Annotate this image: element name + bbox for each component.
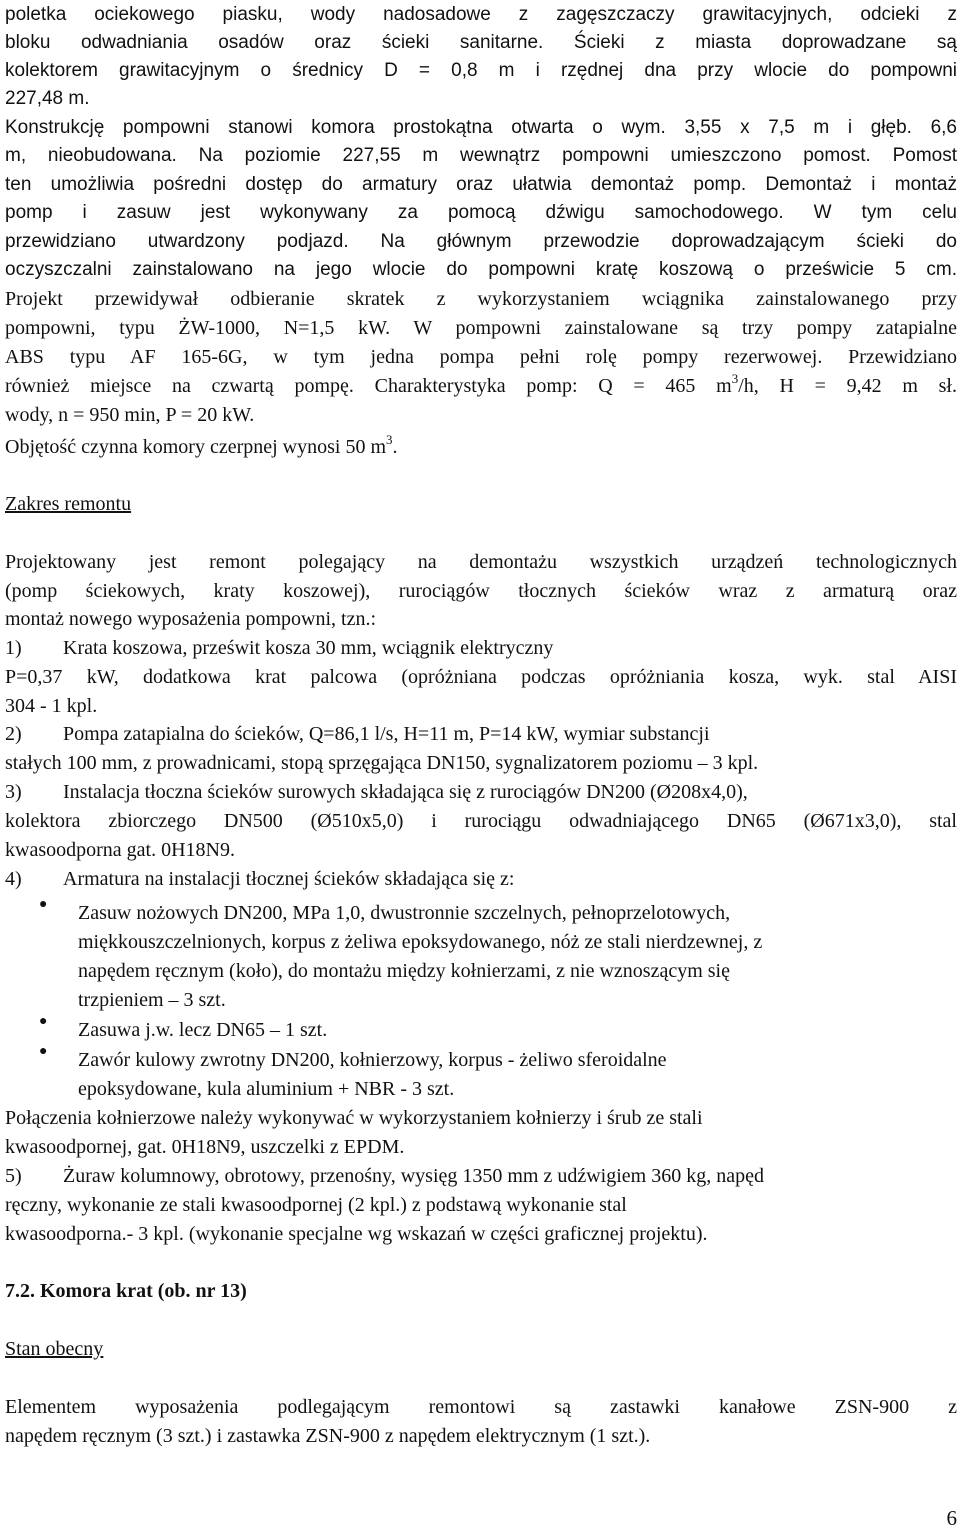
pump-characteristics-line: [5, 371, 957, 401]
text-line: napędem ręcznym (3 szt.) i zastawka ZSN-900 z napędem elektrycznym (1 szt.).: [5, 1425, 651, 1447]
text-line: pompowni, typu ŻW-1000, N=1,5 kW. W pompowni zainstalowane są trzy pompy zatapialne: [5, 317, 957, 339]
text-line: 227,48 m.: [5, 88, 90, 109]
item-number: 2): [5, 723, 22, 745]
bullet-dot-icon: ●: [39, 1044, 48, 1059]
text-line: przewidziano utwardzony podjazd. Na głównym przewodzie doprowadzającym ścieki do: [5, 231, 957, 252]
text-line: Elementem wyposażenia podlegającym remontowi są zastawki kanałowe ZSN-900 z: [5, 1396, 957, 1418]
text-span: .: [392, 436, 398, 458]
superscript: 3: [386, 432, 393, 447]
list-item: [5, 719, 957, 749]
text-line: P=0,37 kW, dodatkowa krat palcowa (opróżniana podczas opróżniania kosza, wyk. stal AISI: [5, 666, 957, 688]
bullet-line: trzpieniem – 3 szt.: [78, 989, 226, 1011]
text-line: kolektorem grawitacyjnym o średnicy D = 0,8 m i rzędnej dna przy wlocie do pompowni: [5, 60, 957, 81]
text-line: Projektowany jest remont polegający na demontażu wszystkich urządzeń technologicznych: [5, 551, 957, 573]
bullet-dot-icon: ●: [39, 1014, 48, 1029]
superscript: 3: [731, 371, 739, 386]
list-item: [5, 1161, 957, 1191]
item-text: Armatura na instalacji tłocznej ścieków składająca się z:: [63, 868, 515, 890]
text-line: Projekt przewidywał odbieranie skratek z wykorzystaniem wciągnika zainstalowanego przy: [5, 288, 957, 310]
bullet-line: miękkouszczelnionych, korpus z żeliwa epoksydowanego, nóż ze stali nierdzewnej, z: [78, 931, 763, 953]
text-span: Objętość czynna komory czerpnej wynosi 50 m: [5, 436, 387, 458]
text-line: m, nieobudowana. Na poziomie 227,55 m wewnątrz pompowni umieszczono pomost. Pomost: [5, 145, 957, 166]
section-heading: 7.2. Komora krat (ob. nr 13): [5, 1280, 247, 1302]
text-line: kwasoodporna.- 3 kpl. (wykonanie specjalne wg wskazań w części graficznej projektu).: [5, 1223, 708, 1245]
subheading-text: Zakres remontu: [5, 493, 132, 515]
item-text: Pompa zatapialna do ścieków, Q=86,1 l/s, H=11 m, P=14 kW, wymiar substancji: [63, 723, 710, 745]
item-number: 4): [5, 868, 22, 890]
text-span: również miejsce na czwartą pompę. Charakterystyka pomp: Q = 465 m: [5, 375, 732, 397]
text-line: stałych 100 mm, z prowadnicami, stopą sprzęgająca DN150, sygnalizatorem poziomu – 3 kpl.: [5, 752, 759, 774]
list-item: [5, 777, 957, 807]
text-line: montaż nowego wyposażenia pompowni, tzn.:: [5, 608, 377, 630]
section-subheading: [5, 489, 957, 519]
bullet-line: Zawór kulowy zwrotny DN200, kołnierzowy, korpus - żeliwo sferoidalne: [78, 1049, 667, 1071]
text-line: 304 - 1 kpl.: [5, 695, 98, 717]
item-number: 5): [5, 1165, 22, 1187]
text-line: (pomp ściekowych, kraty koszowej), rurociągów tłocznych ścieków wraz z armaturą oraz: [5, 580, 957, 602]
bullet-line: Zasuwa j.w. lecz DN65 – 1 szt.: [78, 1019, 328, 1041]
text-line: bloku odwadniania osadów oraz ścieki sanitarne. Ścieki z miasta doprowadzane są: [5, 32, 957, 53]
bullet-dot-icon: ●: [39, 897, 48, 912]
text-line: kolektora zbiorczego DN500 (Ø510x5,0) i rurociągu odwadniającego DN65 (Ø671x3,0), stal: [5, 810, 957, 832]
text-line: poletka ociekowego piasku, wody nadosadowe z zagęszczaczy grawitacyjnych, odcieki z: [5, 4, 957, 25]
text-line: ręczny, wykonanie ze stali kwasoodpornej (2 kpl.) z podstawą wykonanie stal: [5, 1194, 627, 1216]
section-subheading: [5, 1334, 957, 1364]
text-line: pomp i zasuw jest wykonywany za pomocą dźwigu samochodowego. W tym celu: [5, 202, 957, 223]
subheading-text: Stan obecny: [5, 1338, 104, 1360]
text-line: Połączenia kołnierzowe należy wykonywać w wykorzystaniem kołnierzy i śrub ze stali: [5, 1107, 703, 1129]
text-line: oczyszczalni zainstalowano na jego wlocie do pompowni kratę koszową o prześwicie 5 cm.: [5, 259, 957, 280]
text-line: ABS typu AF 165-6G, w tym jedna pompa pełni rolę pompy rezerwowej. Przewidziano: [5, 346, 957, 368]
text-line: Konstrukcję pompowni stanowi komora prostokątna otwarta o wym. 3,55 x 7,5 m i głęb. 6,6: [5, 117, 957, 138]
bullet-line: napędem ręcznym (koło), do montażu między kołnierzami, z nie wznoszącym się: [78, 960, 730, 982]
item-text: Instalacja tłoczna ścieków surowych składająca się z rurociągów DN200 (Ø208x4,0),: [63, 781, 748, 803]
item-number: 3): [5, 781, 22, 803]
volume-line: [5, 432, 957, 462]
page-number: 6: [946, 1506, 957, 1530]
item-number: 1): [5, 637, 22, 659]
list-item: [5, 864, 957, 894]
text-line: kwasoodpornej, gat. 0H18N9, uszczelki z EPDM.: [5, 1136, 405, 1158]
text-span: /h, H = 9,42 m sł.: [738, 375, 957, 397]
bullet-line: epoksydowane, kula aluminium + NBR - 3 szt.: [78, 1078, 455, 1100]
list-item: [5, 633, 957, 663]
item-text: Krata koszowa, prześwit kosza 30 mm, wciągnik elektryczny: [63, 637, 554, 659]
text-line: ten umożliwia pośredni dostęp do armatury oraz ułatwia demontaż pomp. Demontaż i montaż: [5, 174, 957, 195]
text-line: kwasoodporna gat. 0H18N9.: [5, 839, 235, 861]
bullet-line: Zasuw nożowych DN200, MPa 1,0, dwustronnie szczelnych, pełnoprzelotowych,: [78, 902, 731, 924]
text-line: wody, n = 950 min, P = 20 kW.: [5, 404, 255, 426]
item-text: Żuraw kolumnowy, obrotowy, przenośny, wysięg 1350 mm z udźwigiem 360 kg, napęd: [63, 1165, 764, 1187]
